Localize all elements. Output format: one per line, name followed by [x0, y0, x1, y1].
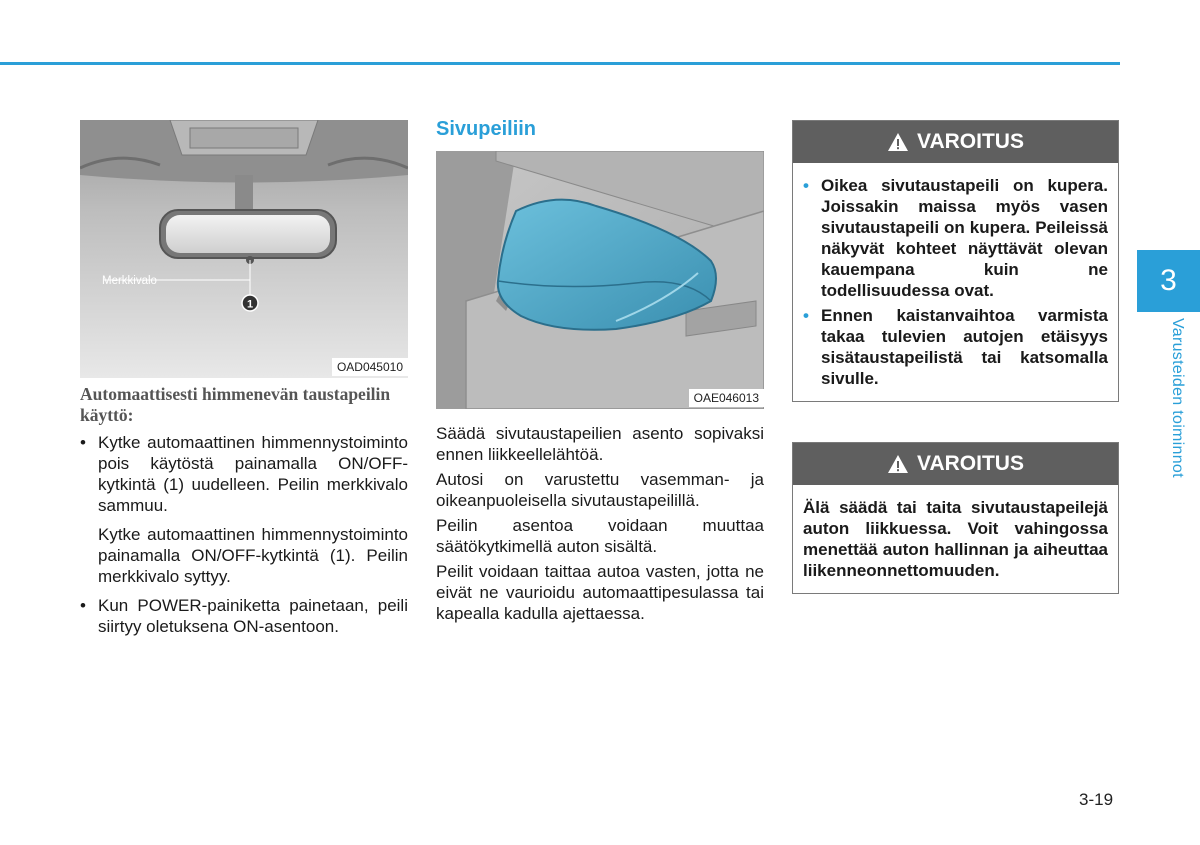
warning-header: [793, 443, 1118, 485]
instruction-list: [80, 432, 408, 637]
warning-triangle-icon: [887, 454, 909, 474]
middle-column: [436, 117, 764, 624]
paragraph: Säädä sivutaustapeilien asento sopivaksi ennen liikkeellelähtöä.: [436, 424, 764, 464]
paragraph: Autosi on varustettu vasemman- ja oikeanpuoleisella sivutaustapeilillä.: [436, 470, 764, 510]
list-item: [80, 595, 408, 637]
side-mirror-figure: [436, 151, 764, 409]
chapter-label: Varusteiden toiminnot: [1169, 318, 1186, 478]
list-item-text: • Kytke automaattinen himmennystoiminto pois käytöstä painamalla ON/OFF-kytkintä (1) uudelleen. Peilin merkkivalo sammuu.: [98, 433, 408, 515]
section-title: Sivupeiliin: [436, 118, 537, 140]
warning-item: • Ennen kaistanvaihtoa varmista takaa tulevien autojen etäisyys sisätaustapeilistä tai katsomalla sivulle.: [803, 305, 1108, 389]
rearview-mirror-illustration: [80, 120, 408, 378]
callout-number: 1: [246, 298, 254, 311]
rearview-mirror-figure: [80, 120, 408, 378]
warning-header: [793, 121, 1118, 163]
top-rule: [0, 62, 1120, 65]
warning-item: • Oikea sivutaustapeili on kupera. Joissakin maissa myös vasen sivutaustapeili on kupera. Peileissä näkyvät kohteet näyttävät olevan kauempana kuin ne todellisuudessa ovat.: [803, 175, 1108, 301]
list-item-text: Kytke automaattinen himmennystoiminto painamalla ON/OFF-kytkintä (1). Peilin merkkivalo syttyy.: [98, 525, 408, 586]
side-mirror-illustration: [436, 151, 764, 409]
warning-box: [792, 120, 1119, 402]
figure-code: OAD045010: [332, 358, 408, 376]
section-caption: Automaattisesti himmenevän taustapeilin käyttö:: [80, 384, 391, 425]
warning-body: [793, 163, 1118, 401]
warning-body: Älä säädä tai taita sivutaustapeilejä auton liikkuessa. Voit vahingossa menettää auton hallinnan ja aiheuttaa liikenneonnettomuuden.: [803, 498, 1108, 580]
warning-title: VAROITUS: [917, 452, 1024, 475]
right-column: [792, 120, 1120, 594]
left-column: [80, 120, 408, 637]
page-number: 3-19: [1079, 790, 1114, 809]
warning-title: VAROITUS: [917, 130, 1024, 153]
chapter-number-tab: 3: [1137, 250, 1200, 312]
warning-list: [803, 175, 1108, 389]
paragraph: Peilin asentoa voidaan muuttaa säätökytkimellä auton sisältä.: [436, 516, 764, 556]
figure-code: OAE046013: [689, 389, 764, 407]
warning-triangle-icon: [887, 132, 909, 152]
paragraph: Peilit voidaan taittaa autoa vasten, jotta ne eivät ne vaurioidu automaattipesulassa tai kapealla kadulla ajettaessa.: [436, 562, 764, 623]
warning-box: [792, 442, 1119, 594]
list-item: [80, 432, 408, 587]
list-item-text: • Kun POWER-painiketta painetaan, peili siirtyy oletuksena ON-asentoon.: [98, 596, 408, 636]
indicator-label: Merkkivalo: [102, 275, 157, 287]
